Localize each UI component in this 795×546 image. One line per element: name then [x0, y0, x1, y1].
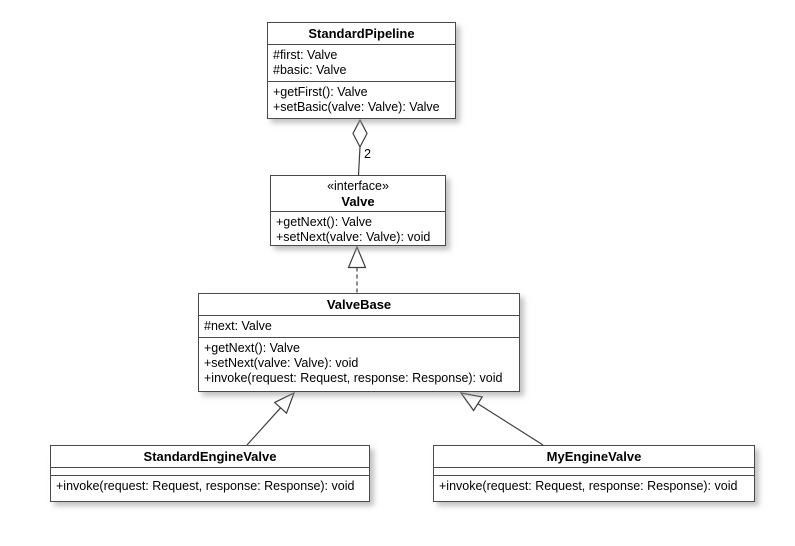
class-box-standardenginevalve — [50, 445, 370, 502]
uml-attribute: #next: Valve — [204, 319, 272, 333]
methods-compartment — [271, 211, 445, 245]
class-name: MyEngineValve — [546, 449, 642, 464]
uml-method: +setBasic(valve: Valve): Valve — [273, 100, 440, 114]
methods-compartment — [268, 81, 455, 118]
uml-method: +getNext(): Valve — [204, 341, 300, 355]
attributes-compartment — [199, 315, 519, 337]
methods-compartment — [199, 337, 519, 391]
class-box-standardpipeline — [267, 22, 456, 119]
generalization-line-left — [247, 408, 281, 445]
methods-compartment — [434, 475, 754, 501]
class-box-valve-interface — [270, 175, 446, 246]
uml-attribute: #basic: Valve — [273, 63, 347, 77]
uml-method: +getNext(): Valve — [276, 215, 372, 229]
uml-method: +getFirst(): Valve — [273, 85, 368, 99]
class-name — [271, 176, 445, 211]
generalization-arrowhead-right-icon — [461, 393, 482, 411]
interface-name: Valve — [341, 194, 375, 209]
uml-method: +setNext(valve: Valve): void — [204, 356, 359, 370]
uml-attribute: #first: Valve — [273, 48, 338, 62]
generalization-line-right — [478, 404, 543, 445]
aggregation-diamond-icon — [353, 120, 367, 147]
class-box-myenginevalve — [433, 445, 755, 502]
aggregation-line — [359, 147, 361, 175]
uml-method: +invoke(request: Request, response: Response): void — [56, 479, 355, 493]
aggregation-multiplicity-label: 2 — [364, 147, 371, 161]
attributes-compartment-empty — [434, 467, 754, 475]
generalization-arrowhead-left-icon — [275, 393, 294, 413]
methods-compartment — [51, 475, 369, 501]
realization-arrowhead-icon — [349, 247, 366, 268]
uml-method: +invoke(request: Request, response: Response): void — [439, 479, 738, 493]
class-box-valvebase — [198, 293, 520, 392]
class-name: StandardPipeline — [308, 26, 415, 41]
class-name: ValveBase — [326, 297, 392, 312]
attributes-compartment-empty — [51, 467, 369, 475]
class-name: StandardEngineValve — [143, 449, 277, 464]
uml-method: +setNext(valve: Valve): void — [276, 230, 431, 244]
attributes-compartment — [268, 44, 455, 81]
stereotype-label: «interface» — [327, 179, 389, 193]
uml-method: +invoke(request: Request, response: Response): void — [204, 371, 503, 385]
